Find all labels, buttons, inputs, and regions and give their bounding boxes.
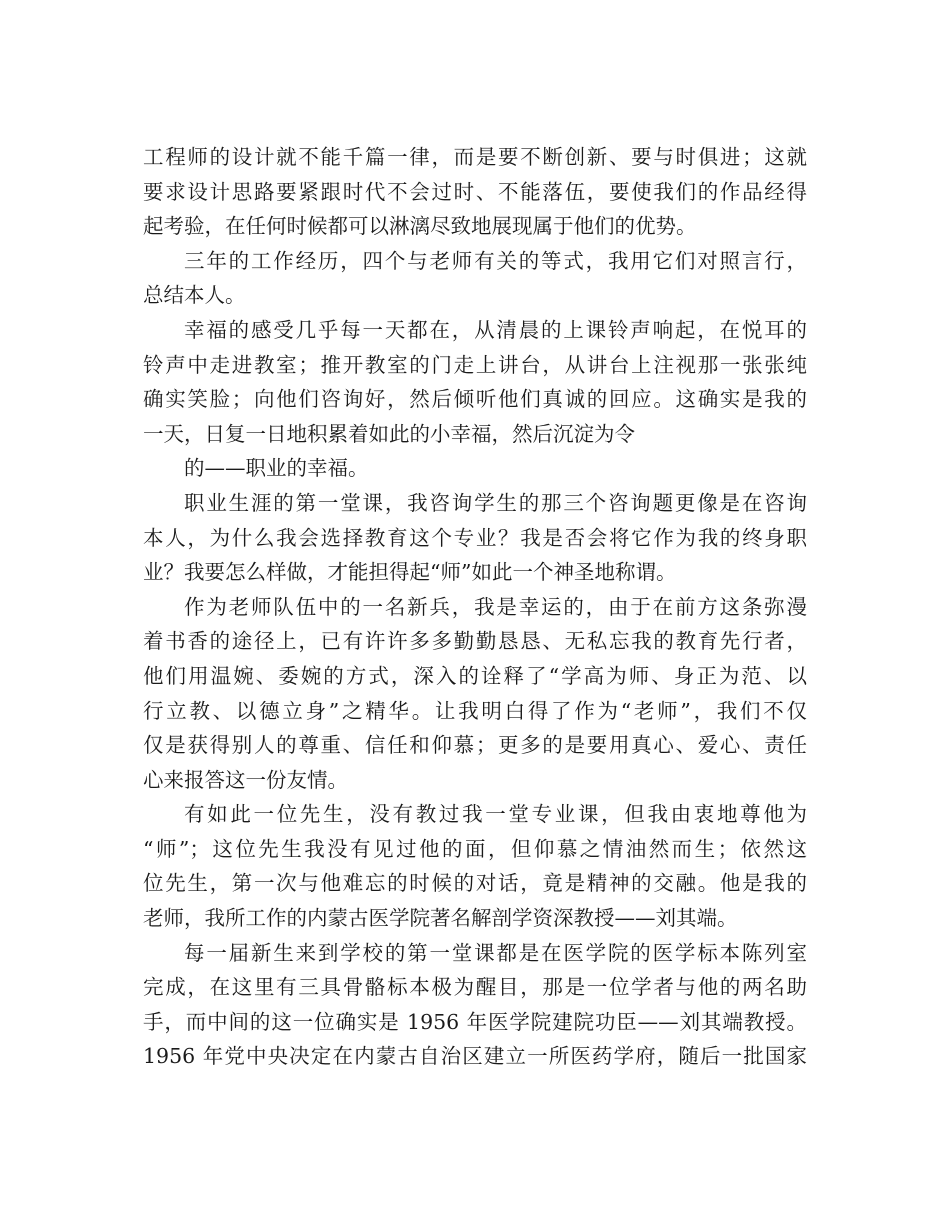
text-line: 的——职业的幸福。 [184, 456, 369, 481]
text-line: 铃声中走进教室；推开教室的门走上讲台，从讲台上注视那一张张纯 [143, 352, 807, 377]
text-line: 1956 年党中央决定在内蒙古自治区建立一所医药学府，随后一批国家 [143, 1044, 807, 1069]
text-line: 完成，在这里有三具骨骼标本极为醒目，那是一位学者与他的两名助 [143, 975, 807, 1000]
text-line: 有如此一位先生，没有教过我一堂专业课，但我由衷地尊他为 [184, 802, 807, 827]
text-line: 每一届新生来到学校的第一堂课都是在医学院的医学标本陈列室 [184, 940, 807, 965]
text-line: 老师，我所工作的内蒙古医学院著名解剖学资深教授——刘其端。 [143, 906, 738, 931]
text-line: 职业生涯的第一堂课，我咨询学生的那三个咨询题更像是在咨询 [184, 490, 807, 515]
text-line: 他们用温婉、委婉的方式，深入的诠释了“学高为师、身正为范、以 [143, 663, 807, 688]
text-line: 着书香的途径上，已有许许多多勤勤恳恳、无私忘我的教育先行者， [143, 629, 807, 654]
text-line: 三年的工作经历，四个与老师有关的等式，我用它们对照言行， [184, 248, 807, 273]
text-line: 本人，为什么我会选择教育这个专业？我是否会将它作为我的终身职 [143, 525, 807, 550]
text-line: 仅是获得别人的尊重、信任和仰慕；更多的是要用真心、爱心、责任 [143, 733, 807, 758]
text-line: 手，而中间的这一位确实是 1956 年医学院建院功臣——刘其端教授。 [143, 1009, 807, 1034]
text-line: 位先生，第一次与他难忘的时候的对话，竟是精神的交融。他是我的 [143, 871, 807, 896]
text-line: “师”；这位先生我没有见过他的面，但仰慕之情油然而生；依然这 [143, 836, 807, 861]
text-line: 一天，日复一日地积累着如此的小幸福，然后沉淀为令 [143, 421, 635, 446]
text-line: 确实笑脸；向他们咨询好，然后倾听他们真诚的回应。这确实是我的 [143, 387, 807, 412]
text-line: 总结本人。 [143, 283, 246, 308]
text-line: 要求设计思路要紧跟时代不会过时、不能落伍，要使我们的作品经得 [143, 179, 807, 204]
text-line: 行立教、以德立身”之精华。让我明白得了作为“老师”，我们不仅 [143, 698, 807, 723]
document-body [143, 140, 807, 1074]
text-line: 业？我要怎么样做，才能担得起“师”如此一个神圣地称谓。 [143, 560, 677, 585]
text-line: 作为老师队伍中的一名新兵，我是幸运的，由于在前方这条弥漫 [184, 594, 807, 619]
text-line: 工程师的设计就不能千篇一律，而是要不断创新、要与时俱进；这就 [143, 145, 807, 169]
text-line: 幸福的感受几乎每一天都在，从清晨的上课铃声响起，在悦耳的 [184, 317, 807, 342]
text-line: 起考验，在任何时候都可以淋漓尽致地展现属于他们的优势。 [143, 214, 697, 239]
text-line: 心来报答这一份友情。 [143, 767, 348, 792]
